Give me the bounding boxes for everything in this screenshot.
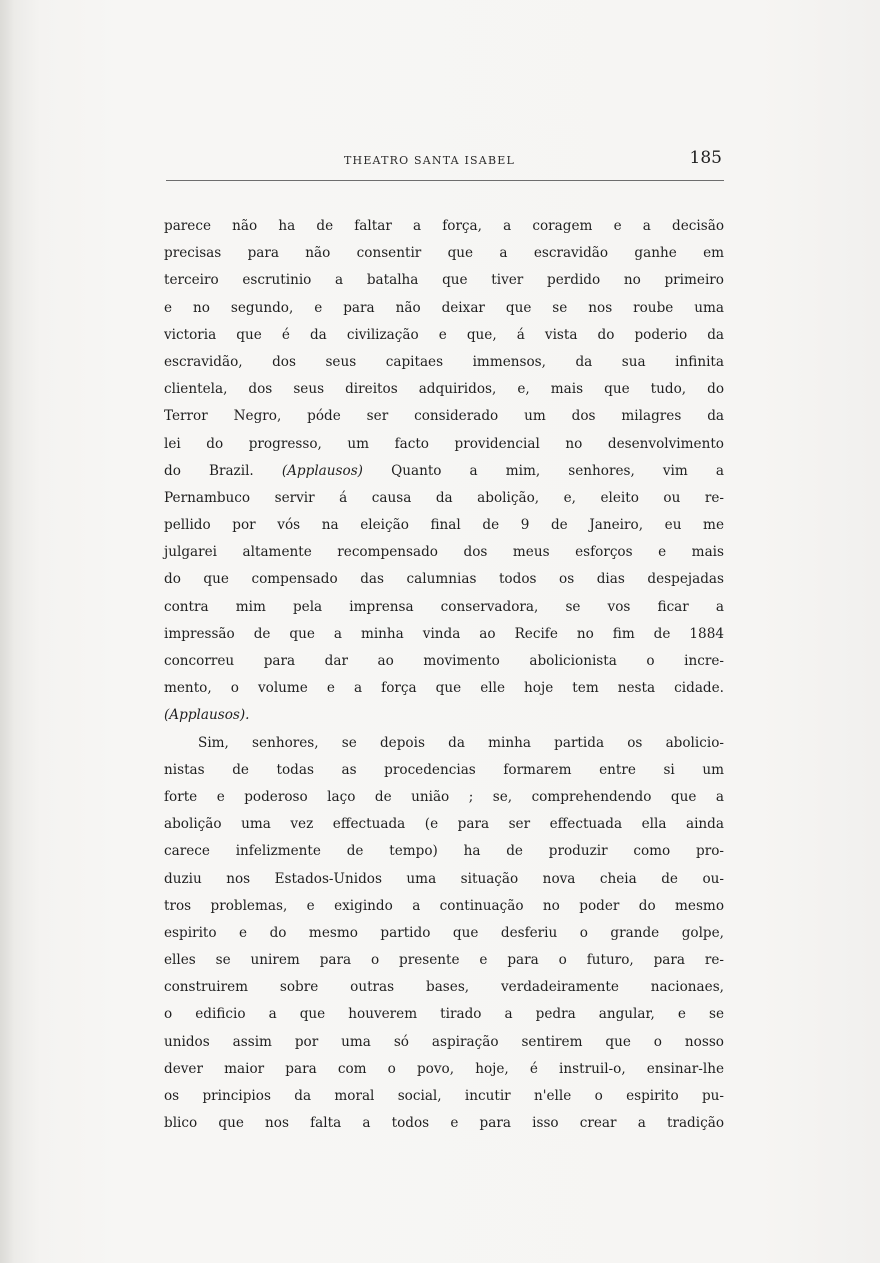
text-line: carece infelizmente de tempo) ha de produzir como pro- (164, 843, 724, 860)
text-line: precisas para não consentir que a escravidão ganhe em (164, 245, 724, 262)
text-line: unidos assim por uma só aspiração sentirem que o nosso (164, 1033, 724, 1050)
text-line: construirem sobre outras bases, verdadeiramente nacionaes, (164, 979, 724, 996)
text-line: dever maior para com o povo, hoje, é instruil-o, ensinar-lhe (164, 1060, 724, 1077)
running-head (166, 148, 724, 181)
text-line: espirito e do mesmo partido que desferiu o grande golpe, (164, 924, 724, 941)
text-line: nistas de todas as procedencias formarem entre si um (164, 761, 724, 778)
text-line: o edificio a que houverem tirado a pedra angular, e se (164, 1006, 724, 1023)
text-fragment: Quanto a mim, senhores, vim a (391, 462, 724, 479)
text-line: do que compensado das calumnias todos os dias despejadas (164, 571, 724, 588)
applause-note: (Applausos) (281, 462, 363, 479)
text-line: lei do progresso, um facto providencial no desenvolvimento (164, 435, 724, 452)
text-line: escravidão, dos seus capitaes immensos, da sua infinita (164, 353, 724, 370)
text-line: os principios da moral social, incutir n'elle o espirito pu- (164, 1088, 724, 1104)
text-line: Pernambuco servir á causa da abolição, e, eleito ou re- (164, 489, 724, 506)
page-number: 185 (689, 148, 722, 168)
text-line: blico que nos falta a todos e para isso crear a tradição (164, 1115, 724, 1132)
text-line: abolição uma vez effectuada (e para ser effectuada ella ainda (164, 816, 724, 833)
applause-note: (Applausos). (164, 707, 250, 724)
body-text (164, 213, 724, 1137)
text-line: contra mim pela imprensa conservadora, se vos ficar a (164, 598, 724, 615)
text-line: elles se unirem para o presente e para o futuro, para re- (164, 952, 724, 969)
text-line: terceiro escrutinio a batalha que tiver perdido no primeiro (164, 272, 724, 289)
text-line: julgarei altamente recompensado dos meus esforços e mais (164, 544, 724, 561)
text-line (164, 458, 724, 485)
text-line: mento, o volume e a força que elle hoje tem nesta cidade. (164, 680, 724, 697)
text-line: forte e poderoso laço de união ; se, comprehendendo que a (164, 788, 724, 805)
text-line: impressão de que a minha vinda ao Recife no fim de 1884 (164, 625, 724, 642)
text-line: duziu nos Estados-Unidos uma situação nova cheia de ou- (164, 870, 724, 887)
paragraph-1 (164, 213, 724, 730)
text-line: pellido por vós na eleição final de 9 de Janeiro, eu me (164, 517, 724, 534)
paragraph-2 (164, 730, 724, 1138)
running-title: THEATRO SANTA ISABEL (344, 154, 515, 167)
text-line: Terror Negro, póde ser considerado um dos milagres da (164, 408, 724, 425)
text-line: victoria que é da civilização e que, á vista do poderio da (164, 326, 724, 343)
page-gutter-shadow (0, 0, 14, 1263)
text-line: concorreu para dar ao movimento abolicionista o incre- (164, 653, 724, 669)
text-line: e no segundo, e para não deixar que se nos roube uma (164, 299, 724, 316)
text-line: tros problemas, e exigindo a continuação no poder do mesmo (164, 897, 724, 914)
text-line: parece não ha de faltar a força, a coragem e a decisão (164, 218, 724, 234)
text-fragment: do Brazil. (164, 462, 254, 479)
text-line: clientela, dos seus direitos adquiridos, e, mais que tudo, do (164, 381, 724, 398)
text-line: Sim, senhores, se depois da minha partida os abolicio- (198, 734, 724, 751)
